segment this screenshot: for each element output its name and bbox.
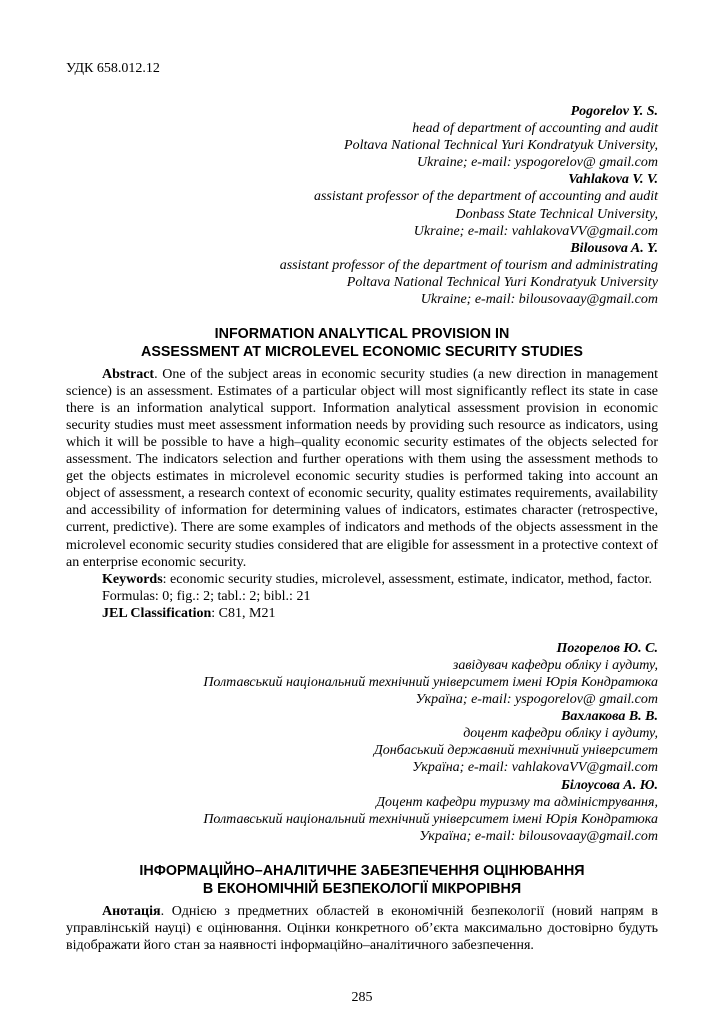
author-line: Donbass State Technical University, bbox=[455, 206, 658, 222]
abstract-uk bbox=[66, 903, 658, 954]
paper-title-en-line2: ASSESSMENT AT MICROLEVEL ECONOMIC SECURITY STUDIES bbox=[141, 343, 583, 360]
author-line: Poltava National Technical Yuri Kondratyuk University, bbox=[344, 138, 658, 154]
paper-title-uk-line2: В ЕКОНОМІЧНІЙ БЕЗПЕКОЛОГІЇ МІКРОРІВНЯ bbox=[202, 880, 522, 897]
keywords-text: : economic security studies, microlevel, assessment, estimate, indicator, method, factor. bbox=[162, 571, 652, 587]
author-line: Ukraine; e-mail: yspogorelov@ gmail.com bbox=[417, 155, 658, 171]
authors-block-uk bbox=[66, 640, 658, 845]
author-line: Полтавський національний технічний університет імені Юрія Кондратюка bbox=[203, 811, 658, 827]
paper-title-en bbox=[66, 326, 658, 362]
spacer bbox=[66, 622, 658, 640]
jel-label: JEL Classification bbox=[102, 605, 212, 621]
authors-block-en bbox=[66, 103, 658, 308]
keywords-label: Keywords bbox=[102, 571, 163, 587]
keywords-line bbox=[66, 571, 658, 588]
author-name: Pogorelov Y. S. bbox=[570, 104, 658, 120]
paper-title-uk bbox=[66, 863, 658, 899]
author-line: Україна; e-mail: bilousovaay@gmail.com bbox=[419, 828, 658, 844]
formulas-line: Formulas: 0; fig.: 2; tabl.: 2; bibl.: 21 bbox=[102, 588, 311, 604]
udc-number: УДК 658.012.12 bbox=[66, 61, 160, 76]
author-line: завідувач кафедри обліку і аудиту, bbox=[452, 657, 658, 673]
abstract-en-text: . One of the subject areas in economic security studies (a new direction in management science) is an assessment. Estimates of a particular object will most significantly reflect its state in case there is an information analytical support. Information analytical assessment provision in economic security studies must meet assessment information needs by providing such resource as indicators, using which it will be possible to have a high–quality economic security estimates of the objects selected for assessment. The indicators selection and further operations with them using the assessment methods to get the objects estimates in microlevel economic security studies is performed taking into account an object of assessment, a research context of economic security, quality estimates requirements, availability and accessibility of information for determining values of indicators, estimates character (retrospective, current, predictive). There are some examples of indicators and methods of the objects assessment in the microlevel economic security studies considered that are eligible for assessment in a protective context of an enterprise economic security. bbox=[66, 366, 658, 570]
abstract-en bbox=[66, 366, 658, 571]
author-name: Вахлакова В. В. bbox=[561, 709, 658, 725]
page-number: 285 bbox=[351, 989, 373, 1005]
jel-line bbox=[66, 605, 658, 622]
author-line: Доцент кафедри туризму та адміністрування, bbox=[376, 794, 658, 810]
abstract-uk-text: . Однією з предметних областей в економічній безпекології (новий напрям в управлінській науці) є оцінювання. Оцінки конкретного об’єкта максимально достовірно будуть відображати його стан за наявності інформаційно–аналітичного забезпечення. bbox=[66, 903, 658, 953]
abstract-uk-label: Анотація bbox=[102, 903, 161, 919]
author-line: Poltava National Technical Yuri Kondratyuk University bbox=[346, 274, 658, 290]
jel-text: : C81, M21 bbox=[211, 605, 276, 621]
author-line: Ukraine; e-mail: vahlakovaVV@gmail.com bbox=[413, 223, 658, 239]
author-name: Vahlakova V. V. bbox=[568, 172, 658, 188]
abstract-en-label: Abstract bbox=[102, 366, 155, 382]
author-line: Ukraine; e-mail: bilousovaay@gmail.com bbox=[420, 291, 658, 307]
author-line: Полтавський національний технічний університет імені Юрія Кондратюка bbox=[203, 675, 658, 691]
author-line: Україна; e-mail: vahlakovaVV@gmail.com bbox=[412, 760, 658, 776]
author-line: доцент кафедри обліку і аудиту, bbox=[463, 726, 658, 742]
author-line: Україна; e-mail: yspogorelov@ gmail.com bbox=[415, 692, 658, 708]
paper-title-uk-line1: ІНФОРМАЦІЙНО–АНАЛІТИЧНЕ ЗАБЕЗПЕЧЕННЯ ОЦІНЮВАННЯ bbox=[139, 862, 585, 879]
author-line: assistant professor of the department of accounting and audit bbox=[313, 189, 658, 205]
author-name: Bilousova A. Y. bbox=[570, 240, 658, 256]
paper-title-en-line1: INFORMATION ANALYTICAL PROVISION IN bbox=[214, 326, 510, 343]
author-line: assistant professor of the department of tourism and administrating bbox=[279, 257, 658, 273]
author-line: head of department of accounting and audit bbox=[412, 121, 658, 137]
author-name: Білоусова А. Ю. bbox=[560, 777, 658, 793]
author-line: Донбаський державний технічний університет bbox=[373, 743, 658, 759]
author-name: Погорелов Ю. С. bbox=[556, 640, 658, 656]
